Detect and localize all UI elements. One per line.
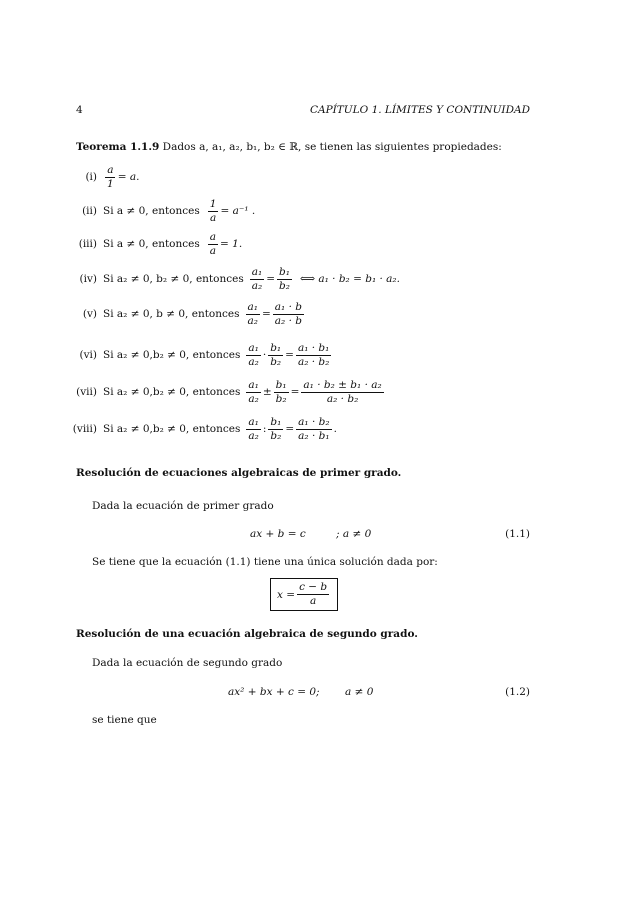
property-item: [63, 229, 242, 259]
item-label: (iii): [78, 238, 97, 250]
denominator: b₂: [270, 355, 282, 368]
denominator: a₂: [248, 429, 259, 442]
fraction: [246, 379, 260, 406]
item-condition: Si a₂ ≠ 0, b ≠ 0, entonces: [103, 308, 240, 320]
fraction: [246, 301, 260, 328]
numerator: b₁: [279, 265, 290, 278]
operator: =: [290, 386, 300, 398]
denominator: a₂ · b: [274, 314, 303, 327]
item-rhs: ⟺ a₁ · b₂ = b₁ · a₂.: [299, 273, 400, 285]
fraction: [246, 342, 260, 369]
fraction: [301, 379, 383, 406]
numerator: a₁: [247, 300, 258, 313]
fraction: [250, 266, 264, 293]
item-condition: Si a₂ ≠ 0,b₂ ≠ 0, entonces: [103, 349, 241, 361]
theorem-statement: [76, 141, 502, 153]
operator: :: [262, 423, 267, 435]
equation-number: (1.1): [505, 528, 530, 540]
fraction: [274, 379, 289, 406]
item-rhs: = a.: [117, 171, 140, 183]
numerator: c − b: [299, 581, 328, 593]
denominator: b₂: [279, 279, 290, 292]
numerator: a₁: [248, 341, 259, 354]
numerator: b₁: [270, 415, 282, 428]
item-label: (vii): [76, 386, 97, 398]
section-intro: Dada la ecuación de primer grado: [92, 500, 274, 512]
equation-condition: a ≠ 0: [345, 686, 374, 698]
denominator: b₂: [270, 429, 282, 442]
property-item: [63, 414, 337, 444]
section-title: Resolución de una ecuación algebraica de segundo grado.: [76, 628, 418, 640]
numerator: b₁: [275, 378, 287, 391]
section-text: se tiene que: [92, 714, 157, 726]
theorem-label: Teorema 1.1.9: [76, 141, 160, 153]
property-item: [63, 264, 400, 294]
equation-condition: ; a ≠ 0: [336, 528, 372, 540]
fraction: [268, 342, 283, 369]
fraction: [246, 416, 260, 443]
numerator: a₁ · b₂: [298, 415, 330, 428]
operator: =: [285, 423, 295, 435]
fraction: [296, 416, 331, 443]
fraction: [208, 198, 219, 225]
item-label: (viii): [72, 423, 97, 435]
denominator: a₂ · b₁: [298, 429, 330, 442]
denominator: 1: [107, 177, 114, 190]
item-condition: Si a₂ ≠ 0,b₂ ≠ 0, entonces: [103, 386, 241, 398]
item-condition: Si a ≠ 0, entonces: [103, 205, 200, 217]
denominator: a: [209, 211, 217, 224]
numerator: 1: [209, 197, 217, 210]
item-label: (i): [85, 171, 97, 183]
operator: =: [285, 349, 294, 361]
operator: =: [266, 273, 276, 285]
running-title: CAPÍTULO 1. LÍMITES Y CONTINUIDAD: [309, 104, 530, 116]
property-item: [63, 340, 333, 370]
denominator: a: [309, 595, 317, 607]
operator: ±: [262, 386, 272, 398]
fraction: [208, 231, 218, 258]
equation-number: (1.2): [505, 686, 530, 698]
numerator: a: [107, 163, 114, 176]
fraction: [296, 342, 331, 369]
section-text: Se tiene que la ecuación (1.1) tiene una única solución dada por:: [92, 556, 438, 568]
numerator: b₁: [270, 341, 282, 354]
numerator: a₁: [251, 265, 263, 278]
operator: ·: [262, 349, 267, 361]
item-rhs: .: [333, 423, 337, 435]
numerator: a₁ · b₂ ± b₁ · a₂: [303, 378, 382, 391]
operator: =: [261, 308, 271, 320]
numerator: a₁: [248, 415, 259, 428]
numerator: a₁ · b₁: [297, 341, 330, 354]
section-title: Resolución de ecuaciones algebraicas de primer grado.: [76, 467, 402, 479]
fraction: [297, 581, 329, 608]
property-item: [63, 162, 139, 192]
item-label: (vi): [79, 349, 97, 361]
item-rhs: = 1.: [220, 238, 243, 250]
theorem-intro: Dados a, a₁, a₂, b₁, b₂ ∈ ℝ, se tienen las siguientes propiedades:: [162, 141, 502, 153]
item-condition: Si a₂ ≠ 0,b₂ ≠ 0, entonces: [103, 423, 241, 435]
denominator: a: [209, 244, 217, 257]
equation: ax² + bx + c = 0;: [228, 686, 320, 698]
denominator: a₂ · b₂: [297, 355, 330, 368]
denominator: a₂ · b₂: [326, 392, 359, 405]
fraction: [273, 301, 304, 328]
numerator: a₁: [248, 378, 259, 391]
denominator: a₂: [248, 355, 259, 368]
solution-lhs: x =: [277, 588, 296, 601]
numerator: a: [209, 230, 217, 243]
equation: ax + b = c: [250, 528, 306, 540]
denominator: a₂: [251, 279, 263, 292]
item-condition: Si a₂ ≠ 0, b₂ ≠ 0, entonces: [103, 273, 244, 285]
property-item: [63, 377, 386, 407]
numerator: a₁ · b: [274, 300, 303, 313]
denominator: a₂: [247, 314, 258, 327]
item-label: (ii): [82, 205, 97, 217]
fraction: [277, 266, 292, 293]
page-number: 4: [76, 104, 83, 116]
denominator: a₂: [248, 392, 259, 405]
item-label: (v): [82, 308, 97, 320]
fraction: [268, 416, 283, 443]
item-label: (iv): [79, 273, 97, 285]
item-rhs: = a⁻¹ .: [220, 205, 256, 217]
section-intro: Dada la ecuación de segundo grado: [92, 657, 283, 669]
solution-box: [270, 578, 338, 611]
item-condition: Si a ≠ 0, entonces: [103, 238, 200, 250]
fraction: [105, 164, 116, 191]
denominator: b₂: [275, 392, 287, 405]
property-item: [63, 299, 306, 329]
property-item: [63, 196, 255, 226]
